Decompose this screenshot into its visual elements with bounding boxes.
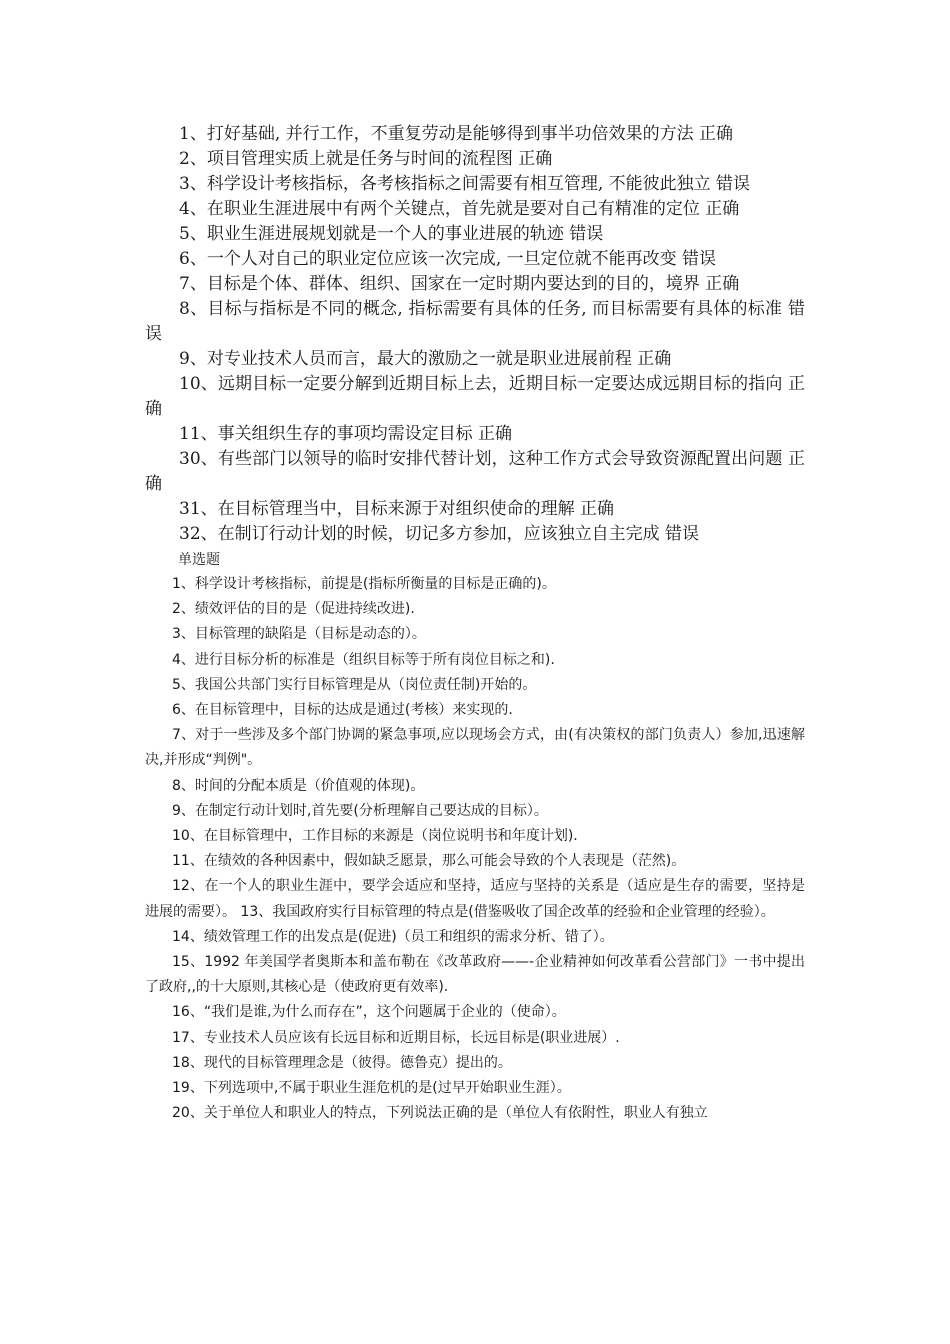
true-false-item: 3、科学设计考核指标，各考核指标之间需要有相互管理, 不能彼此独立 错误 [179, 174, 751, 194]
single-choice-item: 15、1992 年美国学者奥斯本和盖布勒在《改革政府——-企业精神如何改革看公营部门》一书中提出了政府,,的十大原则,其核心是（使政府更有效率). [145, 954, 805, 996]
true-false-item: 5、职业生涯进展规划就是一个人的事业进展的轨迹 错误 [179, 224, 604, 244]
true-false-item: 1、打好基础, 并行工作，不重复劳动是能够得到事半功倍效果的方法 正确 [179, 124, 734, 144]
single-choice-item: 11、在绩效的各种因素中，假如缺乏愿景，那么可能会导致的个人表现是（茫然)。 [172, 853, 686, 870]
true-false-item: 10、远期目标一定要分解到近期目标上去，近期目标一定要达成远期目标的指向 正确 [145, 374, 805, 419]
true-false-item: 30、有些部门以领导的临时安排代替计划，这种工作方式会导致资源配置出问题 正确 [145, 449, 805, 494]
single-choice-item: 2、绩效评估的目的是（促进持续改进). [172, 601, 415, 618]
true-false-item: 8、目标与指标是不同的概念, 指标需要有具体的任务, 而目标需要有具体的标准 错误 [145, 299, 805, 344]
true-false-item: 7、目标是个体、群体、组织、国家在一定时期内要达到的目的，境界 正确 [179, 274, 740, 294]
single-choice-item: 8、时间的分配本质是（价值观的体现)。 [172, 777, 425, 794]
single-choice-item: 20、关于单位人和职业人的特点，下列说法正确的是（单位人有依附性，职业人有独立 [172, 1105, 708, 1122]
single-choice-item: 10、在目标管理中，工作目标的来源是（岗位说明书和年度计划). [172, 828, 578, 845]
true-false-item: 11、事关组织生存的事项均需设定目标 正确 [179, 424, 513, 444]
true-false-item: 9、对专业技术人员而言，最大的激励之一就是职业进展前程 正确 [179, 349, 672, 369]
single-choice-item: 14、绩效管理工作的出发点是(促进)（员工和组织的需求分析、错了）。 [172, 928, 614, 945]
single-choice-heading: 单选题 [178, 552, 220, 568]
single-choice-item: 12、在一个人的职业生涯中，要学会适应和坚持，适应与坚持的关系是（适应是生存的需要，坚持是进展的需要）。 13、我国政府实行目标管理的特点是(借鉴吸收了国企改革的经验和企业管理的经验）。 [145, 878, 805, 920]
true-false-item: 6、一个人对自己的职业定位应该一次完成, 一旦定位就不能再改变 错误 [179, 249, 717, 269]
true-false-item: 32、在制订行动计划的时候，切记多方参加，应该独立自主完成 错误 [179, 524, 700, 544]
true-false-item: 2、项目管理实质上就是任务与时间的流程图 正确 [179, 149, 553, 169]
single-choice-item: 16、“我们是谁,为什么而存在”，这个问题属于企业的（使命）。 [172, 1004, 566, 1021]
single-choice-item: 1、科学设计考核指标，前提是(指标所衡量的目标是正确的)。 [172, 576, 556, 592]
single-choice-item: 5、我国公共部门实行目标管理是从（岗位责任制)开始的。 [172, 676, 537, 693]
single-choice-item: 6、在目标管理中，目标的达成是通过(考核）来实现的. [172, 702, 513, 719]
single-choice-item: 3、目标管理的缺陷是（目标是动态的）。 [172, 626, 426, 643]
single-choice-item: 9、在制定行动计划时,首先要(分析理解自己要达成的目标）。 [172, 802, 548, 819]
true-false-item: 4、在职业生涯进展中有两个关键点，首先就是要对自己有精准的定位 正确 [179, 199, 740, 219]
single-choice-item: 18、现代的目标管理理念是（彼得。德鲁克）提出的。 [172, 1054, 512, 1071]
single-choice-item: 7、对于一些涉及多个部门协调的紧急事项,应以现场会方式，由(有决策权的部门负责人）参加,迅速解决,并形成“判例"。 [145, 727, 805, 769]
true-false-section [145, 122, 805, 547]
single-choice-item: 17、专业技术人员应该有长远目标和近期目标，长远目标是(职业进展）. [172, 1029, 620, 1046]
document-page [145, 122, 805, 1126]
single-choice-section [145, 572, 805, 1126]
single-choice-item: 4、进行目标分析的标准是（组织目标等于所有岗位目标之和). [172, 651, 555, 668]
single-choice-item: 19、下列选项中,不属于职业生涯危机的是(过早开始职业生涯）。 [172, 1080, 571, 1097]
true-false-item: 31、在目标管理当中，目标来源于对组织使命的理解 正确 [179, 499, 615, 519]
